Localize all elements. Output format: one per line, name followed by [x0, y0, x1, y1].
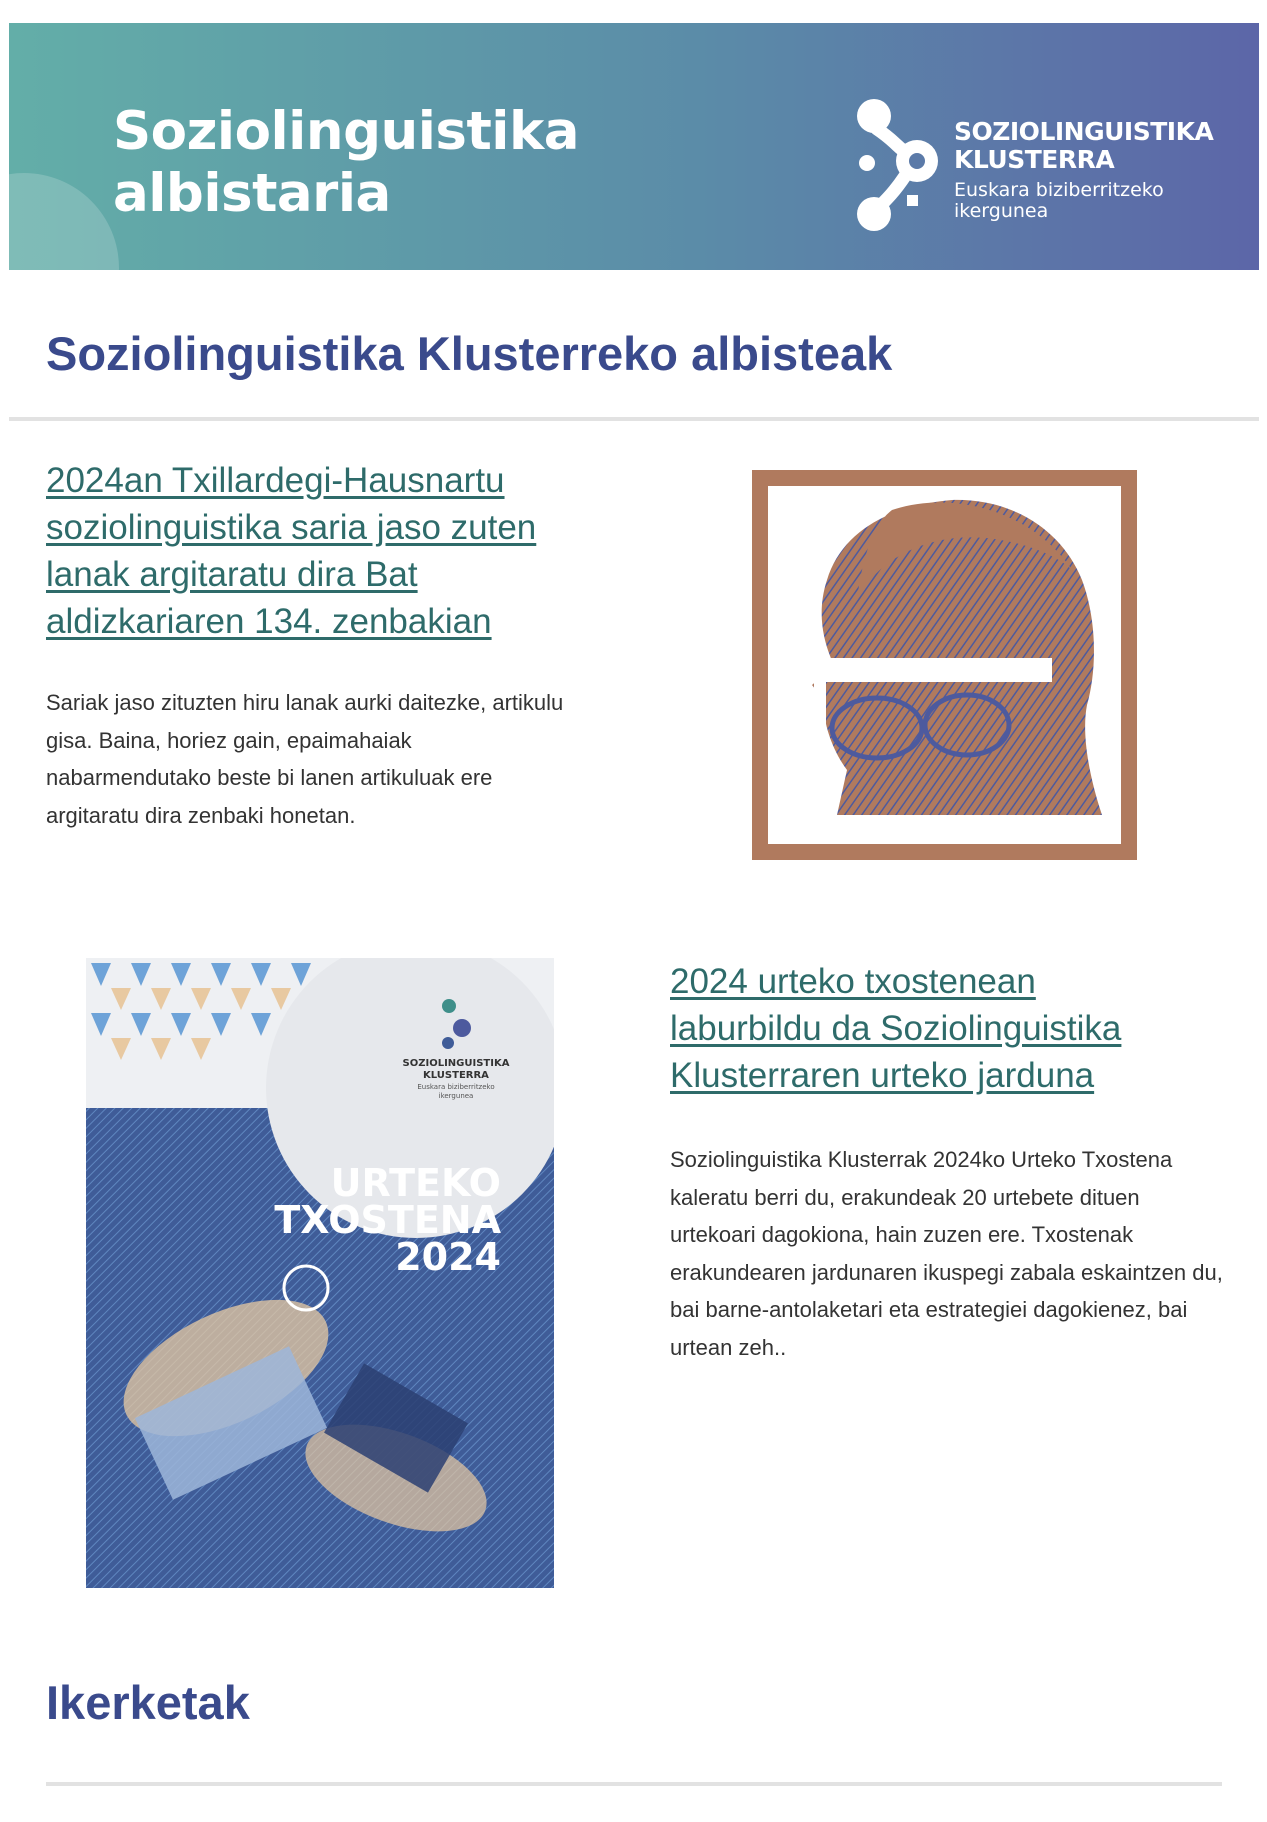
klusterra-logo-text — [954, 118, 1213, 222]
article-title — [670, 958, 1190, 1099]
annual-report-cover-image[interactable] — [86, 958, 554, 1588]
logo-name-line1: SOZIOLINGUISTIKA — [954, 117, 1214, 146]
article-link-annual-report[interactable]: 2024 urteko txostenean laburbildu da Soziolinguistika Klusterraren urteko jarduna — [670, 962, 1122, 1095]
article-link-txillardegi[interactable]: 2024an Txillardegi-Hausnartu soziolinguistika saria jaso zuten lanak argitaratu dira Bat aldizkariaren 134. zenbakian — [46, 461, 537, 641]
logo-name-line2: KLUSTERRA — [954, 145, 1115, 174]
klusterra-logo-icon — [847, 91, 947, 241]
section-title-news: Soziolinguistika Klusterreko albisteak — [46, 327, 893, 380]
newsletter-title-line1: Soziolinguistika — [113, 101, 579, 162]
banner-decoration — [9, 173, 119, 270]
newsletter-title — [113, 101, 579, 225]
article-summary: Sariak jaso zituzten hiru lanak aurki daitezke, artikulu gisa. Baina, horiez gain, epaimahaiak nabarmendutako beste bi lanen artikuluak ere argitaratu dira zenbaki honetan. — [46, 690, 564, 828]
logo-tagline-line2: ikergunea — [954, 200, 1049, 222]
cover-logo-line3: Euskara biziberritzeko — [417, 1083, 495, 1091]
cover-logo-line2: KLUSTERRA — [423, 1070, 489, 1081]
logo-tagline-line1: Euskara biziberritzeko — [954, 179, 1164, 201]
section-title-research: Ikerketak — [46, 1676, 250, 1729]
logo-name — [954, 118, 1213, 174]
cover-heading-line1: URTEKO — [330, 1161, 501, 1205]
section-divider — [46, 1782, 1222, 1786]
section-divider — [9, 417, 1259, 421]
logo-tagline — [954, 180, 1213, 222]
newsletter-title-line2: albistaria — [113, 163, 391, 224]
cover-heading-line3: 2024 — [395, 1235, 501, 1279]
newsletter-banner — [9, 23, 1259, 270]
cover-logo-line4: ikergunea — [438, 1092, 474, 1100]
cover-heading-line2: TXOSTENA — [274, 1198, 501, 1242]
article-summary: Soziolinguistika Klusterrak 2024ko Urteko Txostena kaleratu berri du, erakundeak 20 urtebete dituen urtekoari dagokiona, hain zuzen ere. Txostenak erakundearen jardunaren ikuspegi zabala eskaintzen du, bai barne-antolaketari eta estrategiei dagokienez, bai urtean zeh.. — [670, 1147, 1223, 1360]
cover-logo-line1: SOZIOLINGUISTIKA — [402, 1058, 510, 1069]
txillardegi-portrait-image[interactable] — [752, 470, 1137, 860]
article-title — [46, 457, 606, 645]
